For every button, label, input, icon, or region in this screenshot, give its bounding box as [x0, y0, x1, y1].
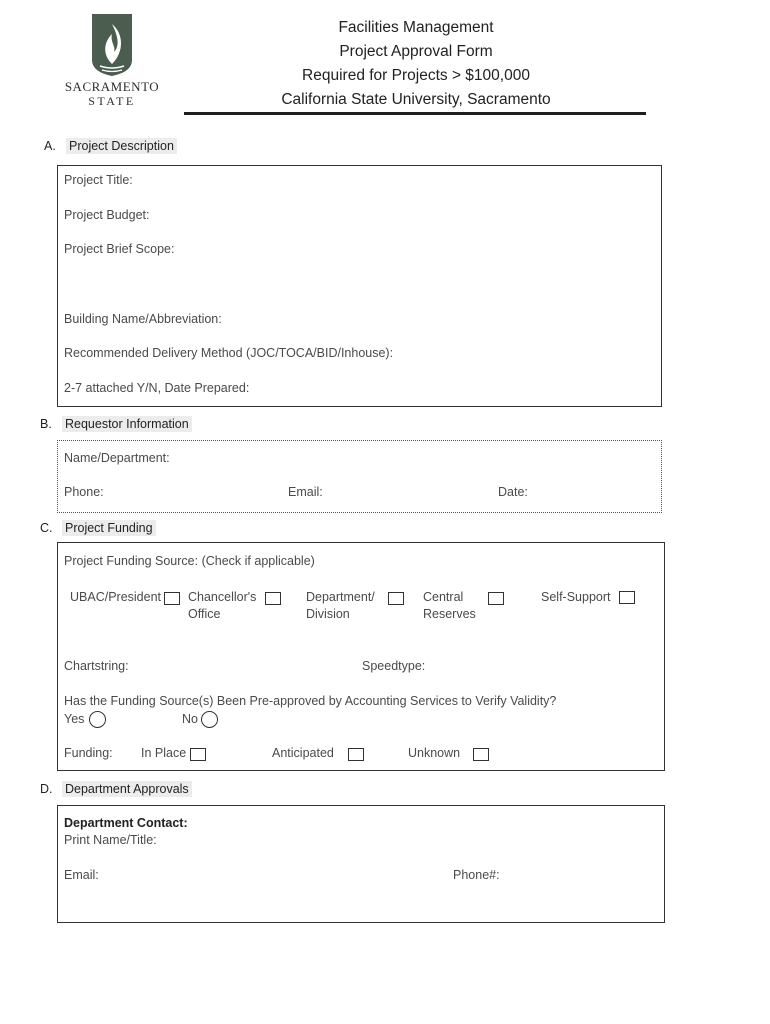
requestor-phone-field[interactable]: Phone:: [64, 485, 104, 499]
unknown-label: Unknown: [408, 746, 461, 760]
contact-email-field[interactable]: Email:: [64, 868, 99, 882]
section-d-letter: D.: [40, 782, 53, 796]
section-a-letter: A.: [44, 139, 56, 153]
preapproval-question: Has the Funding Source(s) Been Pre-approved by Accounting Services to Verify Validity?: [64, 694, 557, 708]
title-line-university: California State University, Sacramento: [281, 91, 551, 108]
in-place-checkbox[interactable]: [190, 748, 206, 761]
section-c-title: Project Funding: [62, 520, 156, 536]
torch-logo-icon: [90, 12, 134, 78]
no-radio[interactable]: [201, 711, 218, 728]
section-d-heading: [40, 780, 192, 798]
section-a-box: [57, 165, 662, 407]
attached-date-field[interactable]: 2-7 attached Y/N, Date Prepared:: [64, 381, 250, 395]
anticipated-checkbox[interactable]: [348, 748, 364, 761]
print-name-title-field[interactable]: Print Name/Title:: [64, 833, 157, 847]
building-name-field[interactable]: Building Name/Abbreviation:: [64, 312, 222, 326]
speedtype-field[interactable]: Speedtype:: [362, 659, 426, 673]
section-c-letter: C.: [40, 521, 53, 535]
requestor-email-field[interactable]: Email:: [288, 485, 323, 499]
requestor-date-field[interactable]: Date:: [498, 485, 528, 499]
project-title-field[interactable]: Project Title:: [64, 173, 133, 187]
chancellor-label-line2: Office: [188, 607, 221, 621]
delivery-method-field[interactable]: Recommended Delivery Method (JOC/TOCA/BID/Inhouse):: [64, 346, 394, 360]
name-department-field[interactable]: Name/Department:: [64, 451, 170, 465]
funding-label: Funding:: [64, 746, 113, 760]
in-place-label: In Place: [141, 746, 187, 760]
title-line-required: Required for Projects > $100,000: [302, 67, 530, 84]
department-contact-label: Department Contact:: [64, 816, 188, 830]
project-scope-field[interactable]: Project Brief Scope:: [64, 242, 175, 256]
section-d-title: Department Approvals: [62, 781, 192, 797]
title-line-facilities: Facilities Management: [338, 19, 494, 36]
central-label-line1: Central: [423, 590, 464, 604]
ubac-president-label: UBAC/President: [70, 590, 162, 604]
department-label-line1: Department/: [306, 590, 375, 604]
section-a-title: Project Description: [66, 138, 177, 154]
unknown-checkbox[interactable]: [473, 748, 489, 761]
section-a-heading: [44, 137, 177, 155]
no-label: No: [182, 712, 198, 726]
chartstring-field[interactable]: Chartstring:: [64, 659, 129, 673]
sacramento-state-logo: [62, 12, 162, 112]
section-c-heading: [40, 519, 156, 537]
logo-text-sacramento: SACRAMENTO: [64, 79, 160, 94]
anticipated-label: Anticipated: [272, 746, 334, 760]
central-reserves-checkbox[interactable]: [488, 592, 504, 605]
form-title-block: [186, 16, 646, 112]
contact-phone-field[interactable]: Phone#:: [453, 868, 500, 882]
title-divider: [184, 112, 646, 115]
funding-source-label: Project Funding Source: (Check if applicable): [64, 554, 315, 568]
chancellor-label-line1: Chancellor's: [188, 590, 257, 604]
section-b-title: Requestor Information: [62, 416, 192, 432]
section-b-letter: B.: [40, 417, 52, 431]
chancellor-office-checkbox[interactable]: [265, 592, 281, 605]
project-budget-field[interactable]: Project Budget:: [64, 208, 150, 222]
yes-radio[interactable]: [89, 711, 106, 728]
title-line-form: Project Approval Form: [339, 43, 493, 60]
central-label-line2: Reserves: [423, 607, 476, 621]
department-label-line2: Division: [306, 607, 350, 621]
ubac-president-checkbox[interactable]: [164, 592, 180, 605]
yes-label: Yes: [64, 712, 85, 726]
department-division-checkbox[interactable]: [388, 592, 404, 605]
section-c-box: [57, 542, 665, 771]
section-b-heading: [40, 415, 192, 433]
logo-text-state: STATE: [88, 94, 136, 108]
self-support-label: Self-Support: [541, 590, 611, 604]
self-support-checkbox[interactable]: [619, 591, 635, 604]
